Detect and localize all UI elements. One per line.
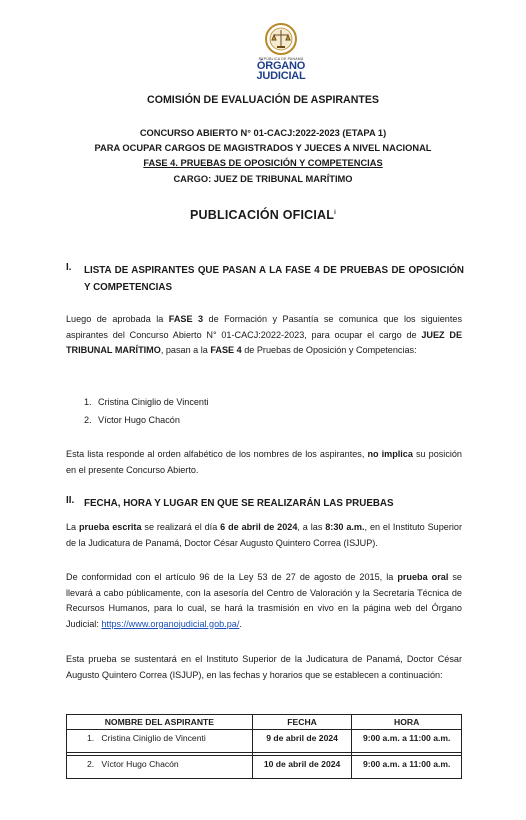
text-run-bold: JUEZ DE TRIBUNAL MARÍTIMO: [66, 329, 463, 355]
phase-line: [40, 156, 486, 171]
column-header-name: NOMBRE DEL ASPIRANTE: [67, 715, 253, 730]
table-row: [67, 756, 462, 779]
publication-mark: i: [334, 209, 336, 216]
candidate-list-item: [84, 415, 180, 425]
section-1-paragraph-1: [66, 312, 462, 359]
logo-line-1: ÓRGANO: [256, 60, 306, 72]
text-run: su posición en el presente Concurso Abierto.: [66, 449, 462, 475]
position-line: CARGO: JUEZ DE TRIBUNAL MARÍTIMO: [173, 174, 353, 184]
text-run: Luego de aprobada la: [66, 314, 169, 324]
cell-name: 1. Cristina Ciniglio de Vincenti: [67, 730, 253, 753]
section-1-title: LISTA DE ASPIRANTES QUE PASAN A LA FASE 4 DE PRUEBAS DE OPOSICIÓN Y COMPETENCIAS: [84, 265, 464, 293]
text-run: La: [66, 522, 79, 532]
logo-top-text: REPÚBLICA DE PANAMÁ: [258, 57, 304, 61]
text-run: De conformidad con el artículo 96 de la Ley 53 de 27 de agosto de 2015, la: [66, 572, 398, 582]
organo-judicial-logo: [254, 22, 308, 84]
column-header-date: FECHA: [252, 715, 352, 730]
text-run-bold: prueba oral: [397, 572, 449, 582]
table-header-row: [67, 715, 462, 730]
logo-line-2: JUDICIAL: [256, 70, 306, 82]
text-run-bold: prueba escrita: [79, 522, 142, 532]
cell-name: 2. Víctor Hugo Chacón: [67, 756, 253, 779]
text-run: se llevará a cabo públicamente, con la asesoría del Centro de Valoración y la Secretaria Técnica de Recursos Humanos, para lo cual, se hará la trasmisión en vivo en la página web del Órgano Judicial:: [66, 572, 462, 629]
text-run-bold: no implica: [367, 449, 413, 459]
website-link[interactable]: https://www.organojudicial.gob.pa/: [101, 618, 240, 629]
section-2-number: II.: [66, 495, 75, 506]
text-run-bold: FASE 3: [168, 314, 204, 324]
publication-title-text: PUBLICACIÓN OFICIAL: [190, 208, 335, 222]
section-2-title: FECHA, HORA Y LUGAR EN QUE SE REALIZARÁN LAS PRUEBAS: [84, 498, 394, 509]
text-run: de Formación y Pasantía se comunica que los siguientes aspirantes del Concurso Abierto N° 01-CACJ:2022-2023, para ocupar el cargo de: [66, 314, 462, 340]
candidate-name: Víctor Hugo Chacón: [98, 415, 180, 425]
text-run: Esta lista responde al orden alfabético de los nombres de los aspirantes,: [66, 449, 368, 459]
candidate-list-item: [84, 397, 209, 407]
commission-heading: COMISIÓN DE EVALUACIÓN DE ASPIRANTES: [147, 94, 379, 106]
text-run: , pasan a la: [160, 345, 211, 355]
text-run: , a las: [297, 522, 326, 532]
text-run: se realizará el día: [141, 522, 221, 532]
section-1-number: I.: [66, 262, 72, 273]
section-2-paragraph-3: Esta prueba se sustentará en el Instituto Superior de la Judicatura de Panamá, Doctor César Augusto Quintero Correa (ISJUP), en las fechas y horarios que se establecen a continuación:: [66, 654, 462, 680]
schedule-table: [66, 714, 462, 779]
section-1-paragraph-2: [66, 447, 462, 478]
cell-time: 9:00 a.m. a 11:00 a.m.: [352, 756, 462, 779]
publication-title: [40, 208, 486, 222]
coat-of-arms-icon: [261, 22, 301, 56]
text-run-bold: FASE 4: [210, 345, 242, 355]
text-run: , en el Instituto Superior de la Judicatura de Panamá, Doctor César Augusto Quintero Correa (ISJUP).: [66, 522, 462, 548]
cell-time: 9:00 a.m. a 11:00 a.m.: [352, 730, 462, 753]
cell-date: 9 de abril de 2024: [252, 730, 352, 753]
cell-date: 10 de abril de 2024: [252, 756, 352, 779]
table-row: [67, 730, 462, 753]
column-header-time: HORA: [352, 715, 462, 730]
section-2-paragraph-1: [66, 520, 462, 551]
text-run: de Pruebas de Oposición y Competencias:: [241, 345, 417, 355]
text-run: .: [239, 618, 242, 629]
text-run-bold: 6 de abril de 2024: [220, 522, 298, 532]
candidate-name: Cristina Ciniglio de Vincenti: [98, 397, 209, 407]
purpose-line: PARA OCUPAR CARGOS DE MAGISTRADOS Y JUECES A NIVEL NACIONAL: [94, 143, 432, 153]
phase-line-text: FASE 4. PRUEBAS DE OPOSICIÓN Y COMPETENCIAS: [143, 158, 383, 168]
text-run-bold: 8:30 a.m.: [325, 522, 365, 532]
list-number: 1.: [84, 397, 92, 407]
list-number: 2.: [84, 415, 92, 425]
contest-line: CONCURSO ABIERTO N° 01-CACJ:2022-2023 (ETAPA 1): [139, 128, 387, 138]
section-2-paragraph-2: [66, 570, 462, 632]
